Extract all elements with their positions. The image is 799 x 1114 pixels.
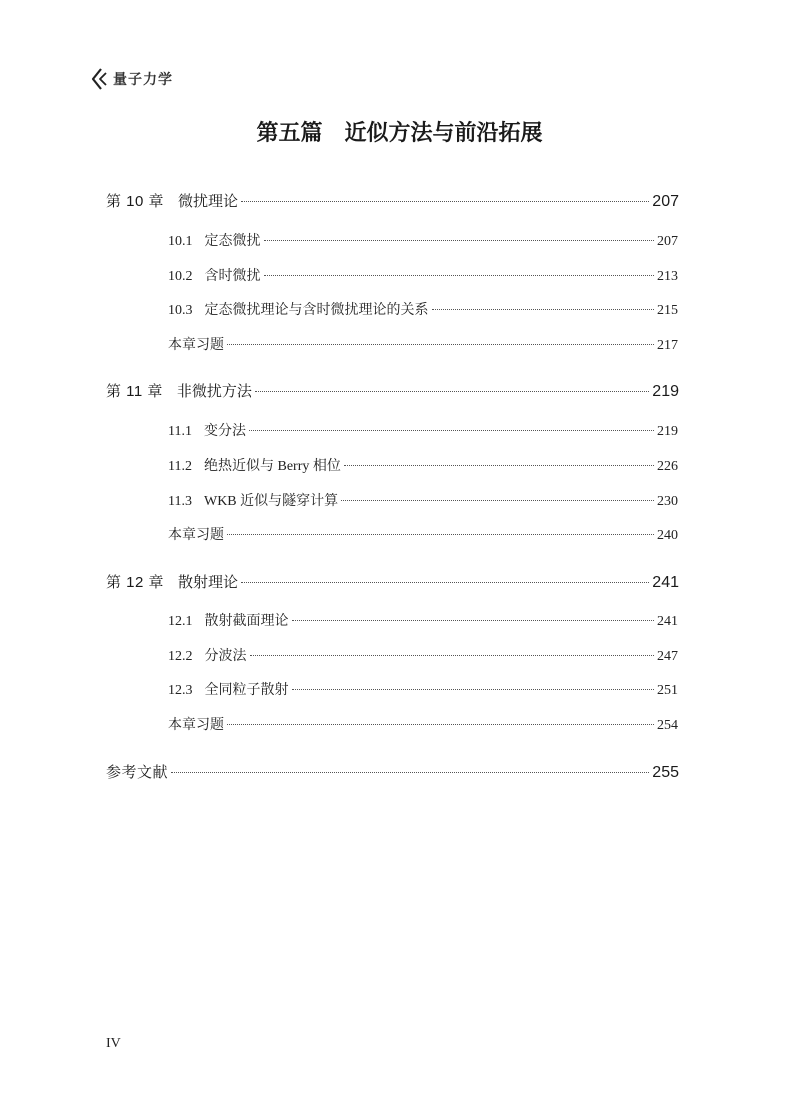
toc-exercises-10[interactable] <box>168 334 678 354</box>
page-folio: IV <box>106 1036 121 1051</box>
chapter-page: 241 <box>652 574 679 591</box>
references-page: 255 <box>652 764 679 781</box>
dot-leader <box>249 430 654 431</box>
dot-leader <box>250 655 655 656</box>
chapter-page: 207 <box>652 193 679 210</box>
running-header <box>90 66 173 92</box>
dot-leader <box>264 240 655 241</box>
dot-leader <box>264 275 655 276</box>
section-number: 11.2 <box>168 459 192 474</box>
toc-section-11-2[interactable] <box>168 455 678 475</box>
section-title: 定态微扰理论与含时微扰理论的关系 <box>204 303 429 318</box>
section-number: 10.3 <box>168 303 193 318</box>
dot-leader <box>227 534 654 535</box>
chapter-label: 第 10 章 <box>106 193 165 210</box>
toc-section-11-1[interactable] <box>168 420 678 440</box>
section-page: 215 <box>657 303 678 318</box>
toc-chapter-10[interactable] <box>106 190 679 211</box>
section-title: 定态微扰 <box>204 234 261 249</box>
toc-section-12-3[interactable] <box>168 679 678 699</box>
toc-exercises-12[interactable] <box>168 714 678 734</box>
chevron-left-icon <box>90 67 108 91</box>
section-page: 240 <box>657 528 678 543</box>
section-page: 230 <box>657 494 678 509</box>
dot-leader <box>341 500 654 501</box>
section-page: 226 <box>657 459 678 474</box>
toc-section-12-2[interactable] <box>168 645 678 665</box>
toc-chapter-12[interactable] <box>106 571 679 592</box>
dot-leader <box>241 582 649 583</box>
chapter-title: 散射理论 <box>178 574 239 591</box>
toc-section-12-1[interactable] <box>168 610 678 630</box>
dot-leader <box>227 344 654 345</box>
dot-leader <box>241 201 649 202</box>
section-number: 11.3 <box>168 494 192 509</box>
section-page: 213 <box>657 269 678 284</box>
section-number: 12.2 <box>168 649 193 664</box>
dot-leader <box>227 724 654 725</box>
section-number: 10.2 <box>168 269 193 284</box>
section-number: 12.3 <box>168 683 193 698</box>
section-page: 241 <box>657 614 678 629</box>
dot-leader <box>292 620 655 621</box>
toc-section-10-1[interactable] <box>168 230 678 250</box>
section-page: 219 <box>657 424 678 439</box>
section-page: 251 <box>657 683 678 698</box>
section-page: 217 <box>657 338 678 353</box>
toc-section-11-3[interactable] <box>168 490 678 510</box>
section-page: 247 <box>657 649 678 664</box>
section-title: WKB 近似与隧穿计算 <box>203 494 339 509</box>
section-title: 本章习题 <box>168 528 224 543</box>
section-title: 散射截面理论 <box>204 614 289 629</box>
dot-leader <box>432 309 655 310</box>
section-number: 11.1 <box>168 424 192 439</box>
section-title: 全同粒子散射 <box>204 683 289 698</box>
dot-leader <box>344 465 654 466</box>
section-title: 变分法 <box>203 424 246 439</box>
references-title: 参考文献 <box>106 764 169 781</box>
dot-leader <box>292 689 655 690</box>
section-page: 254 <box>657 718 678 733</box>
section-title: 含时微扰 <box>204 269 261 284</box>
chapter-title: 非微扰方法 <box>176 383 252 400</box>
section-title: 分波法 <box>204 649 247 664</box>
section-number: 10.1 <box>168 234 193 249</box>
part-name: 近似方法与前沿拓展 <box>344 120 543 146</box>
section-title: 本章习题 <box>168 718 224 733</box>
toc-section-10-2[interactable] <box>168 265 678 285</box>
chapter-page: 219 <box>652 383 679 400</box>
chapter-label: 第 12 章 <box>106 574 165 591</box>
toc-section-10-3[interactable] <box>168 299 678 319</box>
chapter-label: 第 11 章 <box>106 383 163 400</box>
dot-leader <box>171 772 649 773</box>
part-number: 第五篇 <box>256 120 323 146</box>
toc-exercises-11[interactable] <box>168 524 678 544</box>
section-number: 12.1 <box>168 614 193 629</box>
section-title: 本章习题 <box>168 338 224 353</box>
chapter-title: 微扰理论 <box>178 193 239 210</box>
book-title: 量子力学 <box>113 72 173 88</box>
section-title: 绝热近似与 Berry 相位 <box>203 459 341 474</box>
toc-chapter-11[interactable] <box>106 380 679 401</box>
part-title <box>0 116 799 147</box>
toc-references[interactable] <box>106 761 679 782</box>
dot-leader <box>255 391 649 392</box>
section-page: 207 <box>657 234 678 249</box>
